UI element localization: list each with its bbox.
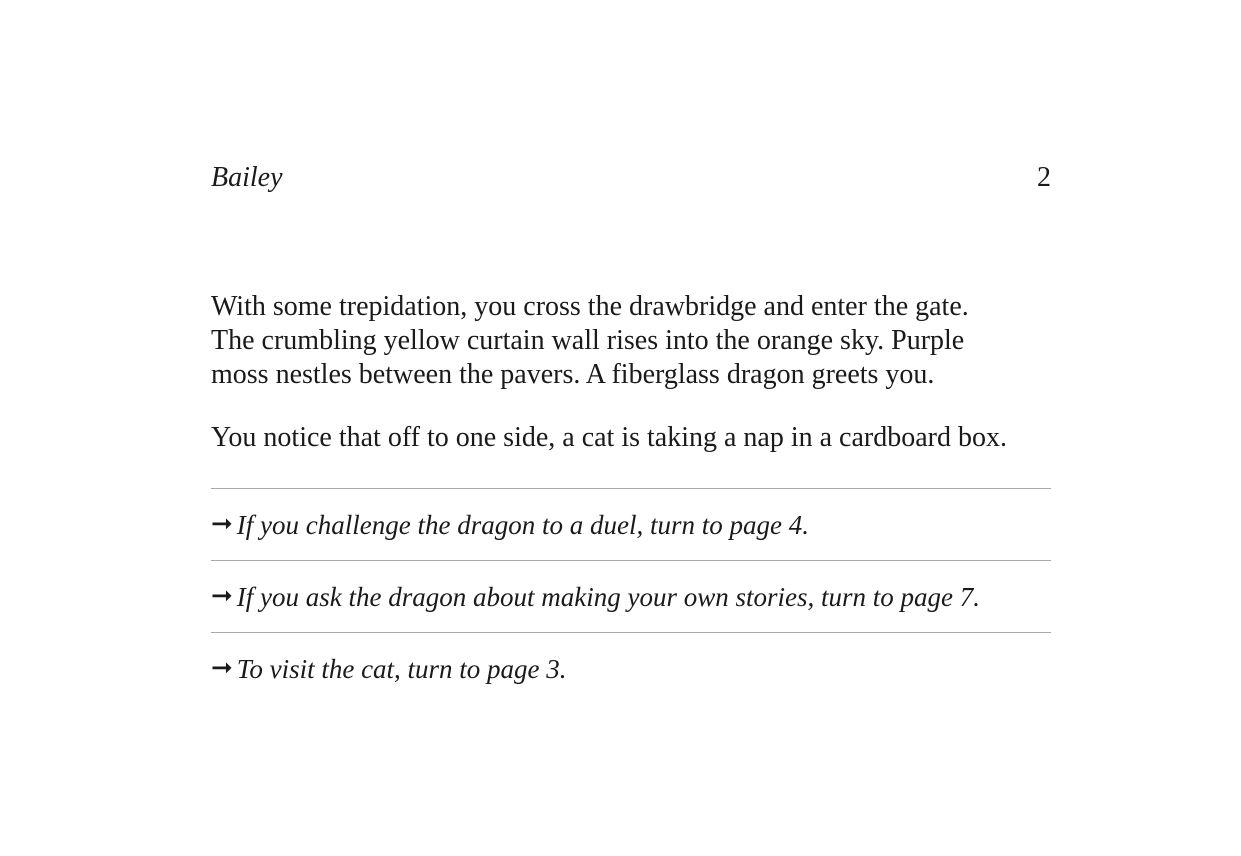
choice-visit-cat[interactable]	[211, 632, 1051, 704]
right-arrow-icon: ➞	[211, 580, 233, 611]
choice-ask-dragon-stories[interactable]	[211, 560, 1051, 632]
choice-duel-dragon[interactable]	[211, 488, 1051, 560]
choice-label[interactable]: If you ask the dragon about making your own stories, turn to page 7.	[236, 581, 980, 612]
right-arrow-icon: ➞	[211, 652, 233, 683]
page-number: 2	[1037, 162, 1051, 193]
author-name: Bailey	[211, 162, 283, 193]
story-body	[211, 290, 1051, 455]
choice-list	[211, 488, 1051, 704]
right-arrow-icon: ➞	[211, 508, 233, 539]
choice-label[interactable]: To visit the cat, turn to page 3.	[236, 653, 567, 684]
story-paragraph: With some trepidation, you cross the drawbridge and enter the gate. The crumbling yellow curtain wall rises into the orange sky. Purple moss nestles between the pavers. A fiberglass dragon greets you.	[211, 291, 969, 390]
page-header	[211, 158, 1051, 198]
story-paragraph: You notice that off to one side, a cat is taking a nap in a cardboard box.	[211, 422, 1007, 453]
choice-label[interactable]: If you challenge the dragon to a duel, turn to page 4.	[236, 509, 809, 540]
